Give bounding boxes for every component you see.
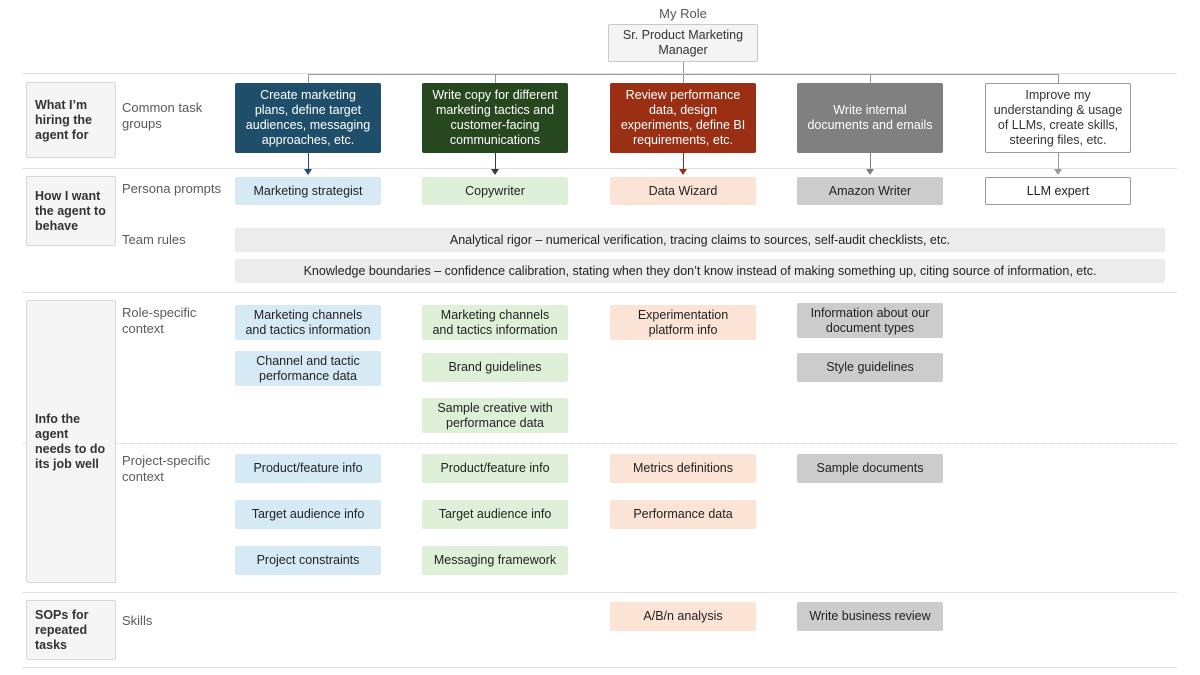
row-label-sops: SOPs for repeated tasks [26,600,116,660]
sublabel-persona-prompts: Persona prompts [122,181,221,196]
sublabel-role-specific-context: Role-specific context [122,305,197,336]
role-context-c1-item1[interactable]: Marketing channels and tactics information [235,305,381,340]
connector-drop-5 [1058,74,1059,83]
connector-drop-1 [308,74,309,83]
team-rule-1[interactable]: Analytical rigor – numerical verification, tracing claims to sources, self-audit checklists, etc. [235,228,1165,252]
task-group-box-2[interactable]: Write copy for different marketing tactics and customer-facing communications [422,83,568,153]
task-group-box-1[interactable]: Create marketing plans, define target audiences, messaging approaches, etc. [235,83,381,153]
connector-tg2-persona [495,153,496,169]
connector-tg3-persona [683,153,684,169]
row-separator-1 [22,73,1177,74]
my-role-title: My Role [659,6,707,21]
project-context-c2-item1[interactable]: Product/feature info [422,454,568,483]
role-context-c4-item2[interactable]: Style guidelines [797,353,943,382]
connector-tg1-persona [308,153,309,169]
persona-box-3[interactable]: Data Wizard [610,177,756,205]
row-label-behave: How I want the agent to behave [26,176,116,246]
project-context-c1-item2[interactable]: Target audience info [235,500,381,529]
persona-box-2[interactable]: Copywriter [422,177,568,205]
connector-drop-2 [495,74,496,83]
sublabel-project-specific-context: Project-specific context [122,453,211,484]
connector-tg4-persona [870,153,871,169]
team-rule-2[interactable]: Knowledge boundaries – confidence calibration, stating when they don’t know instead of making something up, citing source of information, etc. [235,259,1165,283]
role-context-c2-item3[interactable]: Sample creative with performance data [422,398,568,433]
project-context-c2-item3[interactable]: Messaging framework [422,546,568,575]
role-context-c2-item2[interactable]: Brand guidelines [422,353,568,382]
connector-tg5-persona [1058,153,1059,169]
arrow-tg5-persona [1054,169,1062,175]
project-context-c1-item1[interactable]: Product/feature info [235,454,381,483]
skill-box-business-review[interactable]: Write business review [797,602,943,631]
connector-drop-4 [870,74,871,83]
persona-box-5[interactable]: LLM expert [985,177,1131,205]
row-separator-3 [22,292,1177,293]
role-context-c1-item2[interactable]: Channel and tactic performance data [235,351,381,386]
project-context-c4-item1[interactable]: Sample documents [797,454,943,483]
skill-box-ab-analysis[interactable]: A/B/n analysis [610,602,756,631]
persona-box-4[interactable]: Amazon Writer [797,177,943,205]
project-context-c1-item3[interactable]: Project constraints [235,546,381,575]
role-box: Sr. Product Marketing Manager [608,24,758,62]
project-context-c3-item2[interactable]: Performance data [610,500,756,529]
sublabel-team-rules: Team rules [122,232,186,247]
role-context-c3-item1[interactable]: Experimentation platform info [610,305,756,340]
role-context-c2-item1[interactable]: Marketing channels and tactics information [422,305,568,340]
project-context-c3-item1[interactable]: Metrics definitions [610,454,756,483]
task-group-box-5[interactable]: Improve my understanding & usage of LLMs, create skills, steering files, etc. [985,83,1131,153]
arrow-tg2-persona [491,169,499,175]
sublabel-common-task-groups: Common task groups [122,100,203,131]
project-context-c2-item2[interactable]: Target audience info [422,500,568,529]
row-separator-4 [22,592,1177,593]
row-label-hiring: What I’m hiring the agent for [26,82,116,158]
arrow-tg3-persona [679,169,687,175]
persona-box-1[interactable]: Marketing strategist [235,177,381,205]
row-label-info: Info the agent needs to do its job well [26,300,116,583]
task-group-box-4[interactable]: Write internal documents and emails [797,83,943,153]
connector-drop-3 [683,74,684,83]
sublabel-skills: Skills [122,613,153,628]
row-separator-3b [22,443,1177,444]
role-context-c4-item1[interactable]: Information about our document types [797,303,943,338]
row-separator-2 [22,168,1177,169]
row-separator-5 [22,667,1177,668]
arrow-tg1-persona [304,169,312,175]
arrow-tg4-persona [866,169,874,175]
task-group-box-3[interactable]: Review performance data, design experiments, define BI requirements, etc. [610,83,756,153]
